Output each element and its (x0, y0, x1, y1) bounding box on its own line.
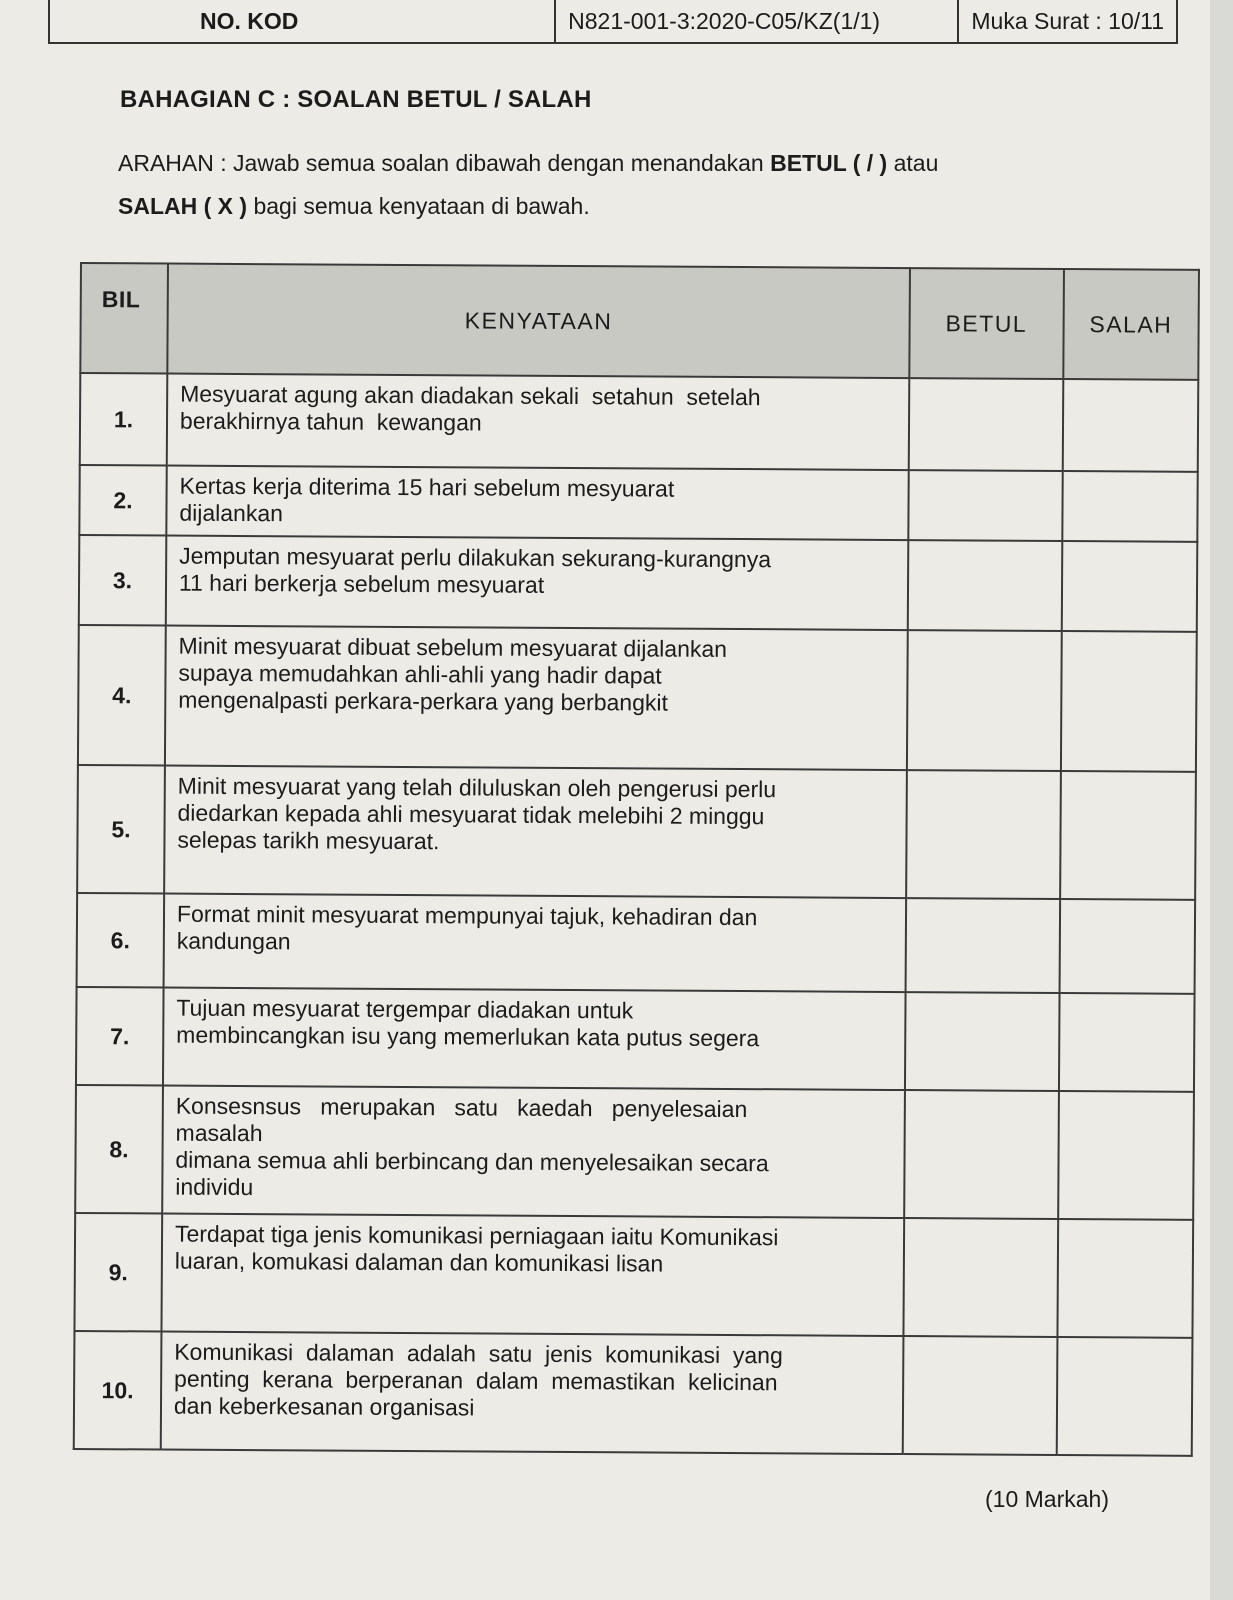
row-number: 10. (74, 1331, 162, 1450)
betul-answer-cell[interactable] (908, 540, 1062, 631)
salah-answer-cell[interactable] (1062, 471, 1198, 542)
betul-answer-cell[interactable] (905, 898, 1059, 993)
statement-line: penting kerana berperanan dalam memastikan kelicinan (174, 1365, 778, 1396)
row-statement (161, 1214, 904, 1337)
salah-answer-cell[interactable] (1057, 1219, 1193, 1338)
instruction-salah: SALAH ( X ) (118, 193, 248, 219)
table-row (78, 625, 1197, 772)
betul-answer-cell[interactable] (907, 630, 1061, 771)
salah-answer-cell[interactable] (1059, 899, 1195, 994)
instruction-suffix: bagi semua kenyataan di bawah. (247, 193, 590, 219)
statement-line: Format minit mesyuarat mempunyai tajuk, kehadiran dan (176, 900, 758, 931)
row-number: 2. (79, 465, 166, 536)
row-statement (167, 374, 910, 471)
row-number: 9. (74, 1213, 162, 1332)
table-row (79, 535, 1198, 632)
code-value: N821-001-3:2020-C05/KZ(1/1) (555, 0, 958, 43)
questions-body (74, 373, 1199, 1456)
row-statement (165, 626, 908, 771)
header-salah: SALAH (1063, 269, 1199, 380)
row-number: 6. (77, 893, 164, 988)
row-statement (163, 988, 906, 1091)
header-betul: BETUL (909, 268, 1063, 379)
betul-answer-cell[interactable] (904, 1090, 1058, 1219)
salah-answer-cell[interactable] (1061, 541, 1197, 632)
statement-line: Komunikasi dalaman adalah satu jenis komunikasi yang (174, 1338, 783, 1369)
statement-line: berakhirnya tahun kewangan (179, 407, 482, 436)
statement-line: Mesyuarat agung akan diadakan sekali setahun setelah (180, 380, 761, 411)
statement-line: Tujuan mesyuarat tergempar diadakan untuk (176, 994, 634, 1024)
table-header-row (80, 263, 1199, 380)
table-row (76, 987, 1195, 1092)
statement-line: dimana semua ahli berbincang dan menyelesaikan secara (175, 1146, 769, 1177)
table-row (74, 1331, 1193, 1456)
betul-answer-cell[interactable] (905, 992, 1059, 1091)
section-title: BAHAGIAN C : SOALAN BETUL / SALAH (120, 86, 592, 113)
statement-line: Minit mesyuarat yang telah diluluskan oleh pengerusi perlu (177, 772, 777, 803)
row-number: 4. (78, 625, 166, 766)
table-row (75, 1085, 1194, 1220)
salah-answer-cell[interactable] (1058, 1091, 1194, 1220)
statement-line: Terdapat tiga jenis komunikasi perniagaan iaitu Komunikasi (174, 1220, 779, 1251)
table-row (74, 1213, 1193, 1338)
table-row (77, 893, 1196, 994)
page-number: Muka Surat : 10/11 (958, 0, 1177, 43)
table-row (79, 465, 1197, 542)
statement-line: luaran, komukasi dalaman dan komunikasi lisan (174, 1247, 664, 1277)
code-label: NO. KOD (49, 0, 555, 43)
statement-line: dan keberkesanan organisasi (173, 1392, 475, 1421)
betul-answer-cell[interactable] (909, 378, 1063, 471)
betul-answer-cell[interactable] (908, 470, 1062, 541)
salah-answer-cell[interactable] (1060, 771, 1196, 900)
statement-line: Minit mesyuarat dibuat sebelum mesyuarat dijalankan (178, 632, 728, 662)
statement-line: mengenalpasti perkara-perkara yang berbangkit (178, 686, 669, 716)
statement-line: dijalankan (179, 499, 284, 527)
row-number: 5. (77, 765, 165, 894)
row-number: 1. (80, 373, 167, 466)
document-header (48, 0, 1178, 44)
instruction-text (118, 142, 1118, 228)
betul-answer-cell[interactable] (903, 1336, 1057, 1455)
row-number: 7. (76, 987, 164, 1086)
statement-line: masalah (175, 1119, 263, 1147)
row-statement (163, 894, 906, 993)
statement-line: individu (175, 1173, 254, 1201)
instruction-prefix: ARAHAN : Jawab semua soalan dibawah dengan menandakan (118, 150, 771, 176)
statement-line: Jemputan mesyuarat perlu dilakukan sekurang-kurangnya (179, 542, 772, 573)
total-marks: (10 Markah) (985, 1486, 1109, 1512)
statement-line: kandungan (176, 927, 291, 955)
statement-line: supaya memudahkan ahli-ahli yang hadir dapat (178, 659, 662, 689)
instruction-middle: atau (887, 150, 939, 176)
row-statement (164, 766, 907, 899)
instruction-betul: BETUL ( / ) (770, 150, 888, 176)
header-bil: BIL (80, 263, 168, 374)
row-statement (166, 536, 908, 631)
row-number: 8. (75, 1085, 163, 1214)
table-row (77, 765, 1196, 900)
statement-line: 11 hari berkerja sebelum mesyuarat (178, 569, 545, 598)
row-statement (161, 1332, 904, 1455)
row-number: 3. (79, 535, 166, 626)
salah-answer-cell[interactable] (1056, 1337, 1192, 1456)
statement-line: selepas tarikh mesyuarat. (177, 826, 440, 855)
statement-line: diedarkan kepada ahli mesyuarat tidak melebihi 2 minggu (177, 799, 765, 830)
statement-line: Kertas kerja diterima 15 hari sebelum mesyuarat (179, 472, 675, 502)
salah-answer-cell[interactable] (1060, 631, 1196, 772)
statement-line: Konsesnsus merupakan satu kaedah penyelesaian (175, 1092, 748, 1123)
betul-answer-cell[interactable] (903, 1218, 1057, 1337)
row-statement (166, 466, 908, 541)
statement-line: membincangkan isu yang memerlukan kata putus segera (176, 1021, 760, 1052)
questions-table (73, 262, 1200, 1457)
table-row (80, 373, 1199, 472)
header-statement: KENYATAAN (167, 264, 910, 379)
salah-answer-cell[interactable] (1062, 379, 1198, 472)
betul-answer-cell[interactable] (906, 770, 1060, 899)
salah-answer-cell[interactable] (1058, 993, 1194, 1092)
row-statement (162, 1086, 905, 1219)
